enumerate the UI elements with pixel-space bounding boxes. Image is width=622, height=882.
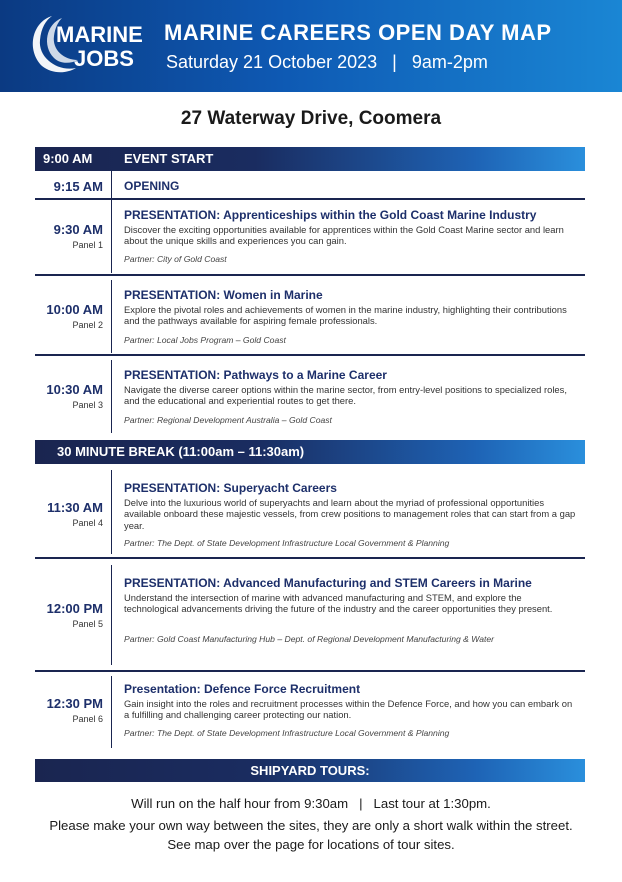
session-panel: Panel 6 — [72, 714, 103, 724]
session-description: Navigate the diverse career options within the marine sector, from entry-level positions to specialized roles, and the educational and experiential routes to get there. — [124, 384, 567, 407]
divider — [111, 280, 112, 353]
session-partner: Partner: Local Jobs Program – Gold Coast — [124, 335, 286, 345]
separator — [35, 670, 585, 672]
divider — [111, 470, 112, 554]
event-start-time: 9:00 AM — [43, 151, 93, 166]
shipyard-tours-label: SHIPYARD TOURS: — [250, 763, 370, 778]
shipyard-tours-bar — [35, 759, 585, 782]
session-title: PRESENTATION: Apprenticeships within the Gold Coast Marine Industry — [124, 208, 537, 222]
session-description: Discover the exciting opportunities available for apprentices within the Gold Coast Marine sector and learn about the unique skills and experiences you can gain. — [124, 224, 564, 247]
session-row — [35, 565, 585, 665]
separator — [35, 354, 585, 356]
divider — [111, 360, 112, 433]
separator — [35, 557, 585, 559]
session-description: Understand the intersection of marine with advanced manufacturing and STEM, and explore the technological advancements driving the future of the industry and the career opportunities they present. — [124, 592, 553, 615]
session-time: 10:00 AM — [46, 302, 103, 317]
session-title: PRESENTATION: Superyacht Careers — [124, 481, 337, 495]
session-partner: Partner: City of Gold Coast — [124, 254, 227, 264]
page-title: MARINE CAREERS OPEN DAY MAP — [164, 20, 552, 45]
session-description: Explore the pivotal roles and achievements of women in the marine industry, highlighting their contributions and the pathways available for aspiring female professionals. — [124, 304, 567, 327]
header-banner — [0, 0, 622, 92]
session-time: 12:00 PM — [46, 601, 103, 616]
session-row — [35, 280, 585, 353]
session-panel: Panel 1 — [72, 240, 103, 250]
tours-schedule: Will run on the half hour from 9:30am | Last tour at 1:30pm. — [131, 796, 491, 811]
divider — [111, 565, 112, 665]
divider — [111, 171, 112, 199]
opening-time: 9:15 AM — [53, 179, 103, 194]
session-time: 10:30 AM — [46, 382, 103, 397]
session-row — [35, 676, 585, 748]
session-row — [35, 200, 585, 273]
opening-label: OPENING — [124, 179, 180, 193]
session-partner: Partner: The Dept. of State Development Infrastructure Local Government & Planning — [124, 728, 450, 738]
session-row — [35, 360, 585, 433]
divider — [111, 676, 112, 748]
session-panel: Panel 2 — [72, 320, 103, 330]
session-description: Gain insight into the roles and recruitment processes within the Defence Force, and how you can embark on a fulfilling and challenging career protecting our nation. — [124, 698, 573, 721]
event-start-label: EVENT START — [124, 151, 214, 166]
session-panel: Panel 3 — [72, 400, 103, 410]
session-title: PRESENTATION: Pathways to a Marine Career — [124, 368, 387, 382]
marine-jobs-logo — [22, 10, 142, 80]
session-panel: Panel 4 — [72, 518, 103, 528]
session-time: 12:30 PM — [46, 696, 103, 711]
event-date-time: Saturday 21 October 2023 | 9am-2pm — [166, 52, 488, 72]
logo-text-jobs: JOBS — [74, 46, 134, 71]
logo-text-marine: MARINE — [56, 22, 143, 47]
session-row — [35, 470, 585, 554]
session-time: 11:30 AM — [47, 500, 103, 515]
opening-row — [35, 171, 585, 199]
separator — [35, 274, 585, 276]
session-partner: Partner: The Dept. of State Development Infrastructure Local Government & Planning — [124, 538, 450, 548]
tours-instructions: Please make your own way between the sites, they are only a short walk within the street. See map over the page for locations of tour sites. — [49, 818, 573, 852]
session-title: PRESENTATION: Women in Marine — [124, 288, 323, 302]
session-partner: Partner: Regional Development Australia – Gold Coast — [124, 415, 332, 425]
session-title: Presentation: Defence Force Recruitment — [124, 682, 361, 696]
session-time: 9:30 AM — [53, 222, 103, 237]
break-bar — [35, 440, 585, 464]
divider — [111, 200, 112, 273]
venue-address: 27 Waterway Drive, Coomera — [180, 108, 442, 129]
session-title: PRESENTATION: Advanced Manufacturing and STEM Careers in Marine — [124, 576, 532, 590]
session-description: Delve into the luxurious world of superyachts and learn about the myriad of professional opportunities available onboard these majestic vessels, from crew positions to management roles that can start from a gap year. — [124, 497, 576, 531]
event-start-bar — [35, 147, 585, 171]
session-partner: Partner: Gold Coast Manufacturing Hub – Dept. of Regional Development Manufacturing & Water — [124, 634, 495, 644]
session-panel: Panel 5 — [72, 619, 103, 629]
break-label: 30 MINUTE BREAK (11:00am – 11:30am) — [57, 444, 305, 459]
